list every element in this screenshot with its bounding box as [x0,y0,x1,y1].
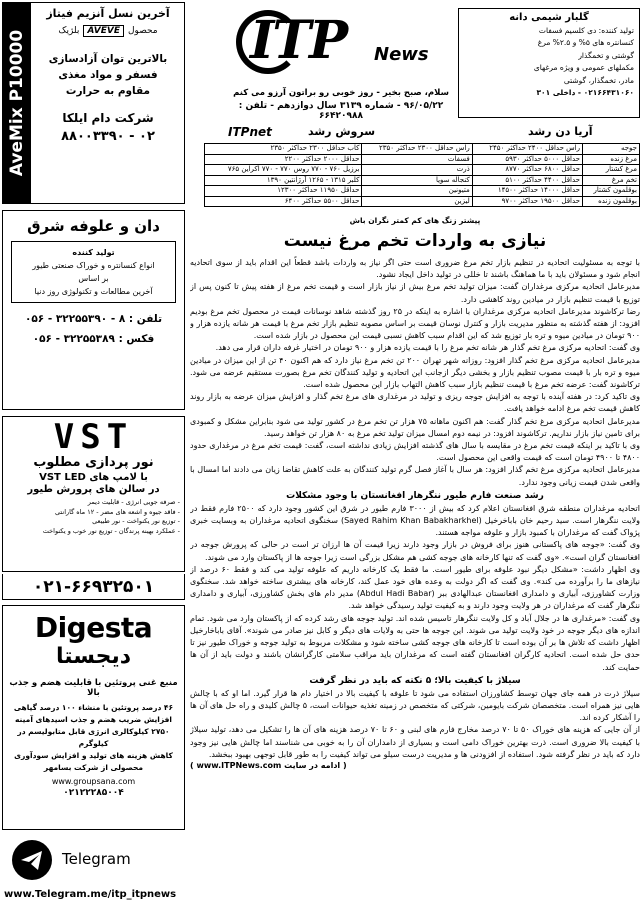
vst-feature: - توزیع نور یکنواخت - نور طبیعی [92,517,180,525]
article-paragraph: از آن جایی که هزینه های خوراک ۵۰ تا ۷۰ درصد مخارج فارم های لبنی و ۶۰ تا ۷۰ درصد هزینه های آن ها را تشکیل می دهد، تولید سیلاژ با کیفیت بالا ضروری است. ذرت بهترین خوراک دامی است و بسیاری از دامداران آن را به خوبی می شناسند اما چالش هایی نیز وجود دارد که باید در نظر گرفته شود. استفاده از افزودنی ها و مدیریت درست سیلو می تواند کیفیت را به طور قابل توجهی بهبود ببخشد. [190,725,640,759]
table-cell: حداقل ۱۴۰۰۰ حداکثر ۱۴۵۰۰ [472,186,582,197]
table-cell: راس حداقل ۲۳۰۰ حداکثر ۲۳۵۰ [362,144,472,155]
article-paragraph: مدیرعامل اتحادیه مرکزی مرغداران گفت: میزان تولید تخم مرغ بیش از نیاز بازار است و قیمت تخم مرغ از هفته پیش تا کنون پس از توزیع با قیمت تنظیم بازار در میادین روند کاهشی دارد. [190,282,640,304]
itp-logo-block[interactable] [236,8,446,88]
table-cell: کلبر ۱۳۱۵ - ۱۲۶۵ آرژانتین ۱۳۹۰ [205,175,362,186]
digesta-feature: افزایش ضریب هضم و جذب اسیدهای آمینه [15,715,172,724]
article-paragraph: با توجه به مسئولیت اتحادیه در تنظیم بازار تخم مرغ ضروری است حتی اگر نیاز به واردات باشد قطعاً این اقدام باید از سوی اتحادیه انجام شود و مسئولان باید با ما هماهنگ باشند تا خللی در تولید داخل ایجاد نشود. [190,258,640,280]
telegram-block[interactable] [2,834,185,886]
articles [190,216,640,910]
article-paragraph: رضا ترکاشوند مدیرعامل اتحادیه مرکزی مرغداران با اشاره به اینکه در ۲۵ روز گذشته شاهد نوسانات قیمت در محصول تخم مرغ بودیم افزود: از هفته گذشته به منظور مدیریت بازار و کنترل نوسان قیمت بر اساس مصوبه تنظیم بازار تخم مرغ با قیمت هر شانه یازده هزار و ۹۰۰ تومان در میادین میوه و تره بار توزیع شد که این اقدام سبب کاهش نسبی قیمت این محصول در بازار شده است. [190,306,640,341]
telegram-icon [12,840,52,880]
table-cell: کنجاله سویا [362,175,472,186]
table-cell: ذرت [362,165,472,176]
article-headline[interactable]: نیازی به واردات تخم مرغ نیست [283,231,547,251]
golbar-line: کنسانتره های ۵% و ۲.۵% مرغ [537,38,634,47]
table-row [205,175,640,186]
table-row [205,154,640,165]
avemix-headline: آخرین نسل آنزیم فیتاز [46,7,170,20]
ads-column [2,2,185,908]
vst-phone-bar[interactable] [2,574,185,600]
vst-feature: - صرفه جویی انرژی - قابلیت دیمر [87,498,180,506]
telegram-url[interactable]: www.Telegram.me/itp_itpnews [4,889,177,900]
vst-feature: - عملکرد بهینه پرندگان - توزیع نور خوب و یکنواخت [42,526,180,535]
vst-title: نور پردازی مطلوب [33,455,154,470]
table-cell: مرغ کشتار [583,165,640,176]
digesta-phone[interactable]: ۰۲۱۲۲۲۸۵۰۰۴ [63,788,124,798]
article-paragraph: وی اظهار داشت: «مشکل دیگر نبود علوفه برای طیور است. ما فقط یک کارخانه داریم که علوفه تولید می کند و فقط ۶۰ درصد از نیازهای ما را برآورده می کند». وی گفت که اگر دولت به وعده های خود عمل کند، کارخانه های بیشتری ساخته خواهد شد. سخنگوی وزارت کشاورزی، آبیاری و دامداری افغانستان عبدالهادی ببر (Abdul Hadi Babar) مدیر دام های بخش کشاورزی، آبیاری و دامداری ننگرهار گفت که مرغداران در هر ولایت وجود دارند و به کیفیت تولید رسیدگی خواهد شد. [190,564,640,611]
table-cell: حداقل ۵۵۰۰ حداکثر ۶۴۰۰ [205,196,362,207]
table-cell: فسفات [362,154,472,165]
itp-logo-news: News [374,44,429,65]
article-body [190,503,640,674]
table-cell: راس حداقل ۲۴۰۰ حداکثر ۲۴۵۰ [472,144,582,155]
avemix-brand-prefix: محصول [128,26,158,36]
article-paragraph: وی گفت: اتحادیه مرکزی مرغ تخم گذار هر شانه تخم مرغ را با قیمت یازده هزار و ۹۰۰ تومان در اختیار غرفه داران قرار می دهد. [215,343,640,353]
sponsor-soroush[interactable]: سروش رشد [308,125,376,138]
daneh-title: دان و علوفه شرق [27,217,160,235]
table-cell: مرغ زنده [583,154,640,165]
digesta-feature: ۴۶ درصد پروتئین با منشاء ۱۰۰ درصد گیاهی [13,703,174,712]
read-more [190,761,640,770]
golbar-line: تولید کننده: دی کلسیم فسفات [538,25,634,35]
aveve-logo: AVEVE [83,25,124,37]
table-cell: تخم مرغ [583,175,640,186]
table-cell: لیزین [362,196,472,207]
golbar-phone[interactable]: ۰۲۱۶۶۴۳۱۰۶۰ - داخلی ۳۰۱ [536,88,634,97]
read-more-suffix: ) [190,760,194,770]
table-cell: حداقل ۴۴۰۰ حداکثر ۵۱۰۰ [472,175,582,186]
ad-digesta[interactable] [2,605,185,830]
article-body [190,688,640,761]
digesta-feature: ۲۷۵۰ کیلوکالری انرژی قابل متابولیسم در کیلوگرم [17,727,170,748]
article-paragraph: سیلاژ ذرت در همه جای جهان توسط کشاورزان استفاده می شود تا علوفه با کیفیت بالا در اختیار دام ها قرار گیرد. اما او که با چالش هایی نیز همراه است. متخصصان شرکت بایومین، شرکتی که متخصص در زمینه تغذیه حیوانات است، ۵ چالش کلیدی و راه حل های آن ها را آشکار کرده اند. [190,688,640,723]
avemix-product-name: AveMix P10000 [7,29,27,177]
daily-greeting: سلام، صبح بخیر - روز خوبی رو براتون آرزو می کنم [233,88,449,98]
golbar-ad-box[interactable] [458,8,640,118]
sponsor-strip [200,124,642,142]
avemix-benefit-3: مقاوم به حرارت [65,85,151,97]
digesta-tagline: منبع غنی پروتئین با قابلیت هضم و جذب بالا [9,678,178,698]
vst-line-2: در سالن های پرورش طیور [27,484,160,495]
table-cell: برزیل ۷۶۰ - ۷۷۰ روس ۷۷۰ - ۷۷۰ اکراین ۷۶۵ [205,165,362,176]
avemix-phone[interactable]: ۰۲ - ۸۸۰۰۳۳۹۰ [61,129,155,144]
itp-logo: ITP [250,10,347,71]
avemix-company: شرکت دام ایلکا [62,111,154,125]
issue-info: ۹۶/۰۵/۲۲ - شماره ۳۱۳۹ سال دوازدهم - تلفن : ۶۶۴۲۰۹۸۸ [238,101,444,121]
table-row [205,144,640,155]
golbar-line: مادر، تخمگذار، گوشتی [563,75,634,85]
price-table [204,143,640,207]
article-paragraph: مدیرعامل اتحادیه مرکزی مرغ تخم گذار گفت: هم اکنون ماهانه ۷۵ هزار تن تخم مرغ در کشور تولید می شود بنابراین مشکل و کمبودی برای تامین نیاز بازار نداریم. ترکاشوند افزود: در نیمه دوم امسال میزان تولید تخم مرغ به ۸۰ هزار تن خواهد رسید. [190,416,640,438]
article-paragraph: وی گفت: «مرغداری ها در جلال آباد و کل ولایت ننگرهار تاسیس شده اند. تولید جوجه های رشد کرده که از پاکستان وارد می شود. تمام اندازه های دیگر جوجه در خود ولایت تولید می شوند. این جوجه ها حتی به ولایات های دیگر و کابل نیز صادر می شوند». آقای باباخارخیل اظهار داشت که تلاش ها بر آن بوده است تا کارخانه های جوجه کشی ساخته شود و مشکلات مربوط به تولید جوجه و خوراک طیور نیز تا حدی حل شده است. اتحادیه کارگران افغانستان گفته است که مرغداران باید مراقب سلامتی کارگرانشان باشند و دولت باید از آن ها حمایت کند. [190,613,640,672]
vst-phone[interactable]: ۰۲۱-۶۶۹۳۲۵۰۱ [32,577,155,597]
avemix-benefit-1: بالاترین توان آزادسازی [48,53,168,65]
golbar-title: گلبار شیمی دانه [509,12,589,23]
vst-logo: VST [53,417,134,457]
table-cell: جوجه [583,144,640,155]
avemix-brand-suffix: بلژیک [58,26,80,36]
article-paragraph: اتحادیه مرغداران منطقه شرق افغانستان اعلام کرد که بیش از ۳۰۰۰ فارم طیور در شرق این کشور وجود دارد که ۲۵۰۰ فارم فقط در ولایت ننگرهار است. سید رحیم خان باباخرخیل (Sayed Rahim Khan Babakharkhel) سخنگوی اتحادیه مرغداران به وبسایت خبری پژواک گفت که مرغداران با کمبود بازار و علوفه مواجه هستند. [190,503,640,538]
digesta-logo: Digesta [34,611,153,644]
article-paragraph: مدیرعامل اتحادیه مرکزی مرغ تخم گذار افزود: هر سال با آغاز فصل گرم تولید کنندگان به علت کاهش تقاضا زیان می دادند اما امسال با واقعی شدن قیمت زیانی وجود ندارد. [190,465,640,487]
golbar-line: مکملهای عمومی و ویژه مرغهای [533,63,634,72]
table-cell: حداقل ۵۰۰۰ حداکثر ۵۹۳۰ [472,154,582,165]
golbar-line: گوشتی و تخمگذار [578,50,634,60]
daneh-line-1: تولید کننده [72,248,115,257]
table-cell: بوقلمون زنده [583,196,640,207]
article-paragraph: وی با تاکید بر اینکه قیمت تخم مرغ در مقایسه با سال های گذشته افزایش زیادی نداشته است، گفت: قیمت تخم مرغ در مرغداری حدود ۴۸۰۰ تا ۴۹۰۰ تومان است که قیمت واقعی این محصول است. [190,441,640,463]
read-more-link[interactable]: www.ITPNews.com [196,760,282,770]
vst-line-1: با لامپ های VST LED [39,472,148,483]
table-cell: حداقل ۱۹۵۰۰ حداکثر ۹۷۰۰ [472,196,582,207]
article-body [190,257,640,489]
read-more-prefix: ( ادامه در سایت [284,760,347,770]
vst-feature: - فاقد جیوه و اشعه های مضر - ۱۲ ماه گارانتی [55,507,180,516]
digesta-feature: کاهش هزینه های تولید و افزایش سودآوری [14,751,173,760]
article-kicker: پیشتر زنگ های کم کمتر نگران باش [349,216,481,225]
table-row [205,186,640,197]
article-subheading[interactable]: رشد صنعت فارم طیور ننگرهار افغانستان با وجود مشکلات [286,490,544,501]
digesta-website[interactable]: www.groupsana.com [51,777,136,786]
ad-daneh-sharq[interactable] [2,210,185,410]
table-cell: حداقل ۶۸۰۰ حداکثر ۸۷۷۰ [472,165,582,176]
avemix-vertical-banner [3,3,31,203]
table-cell: کاب حداقل ۲۳۰۰ حداکثر ۲۳۵۰ [205,144,362,155]
article-paragraph: وی گفت: «جوجه های پاکستانی هنوز برای فروش در بازار وجود دارند زیرا قیمت آن ها ارزان تر است در حالی که پرورش جوجه در افغانستان گران است». «وی گفت که تنها کارخانه های جوجه کشی هم مشکل بزرگی است زیرا جوجه ها از پاکستان وارد می شوند. [190,540,640,562]
digesta-feature: محصولی از شرکت بسامهر [43,763,144,772]
telegram-label: Telegram [62,850,131,868]
table-row [205,196,640,207]
ad-vst-led[interactable] [2,416,185,572]
daneh-tel[interactable]: تلفن : ۸ - ۳۲۲۵۵۳۹۰ - ۰۵۶ [24,313,163,325]
daneh-line-3: بر اساس [78,274,109,283]
table-cell: متیونین [362,186,472,197]
sponsor-aria[interactable]: آریا دن رشد [528,125,593,138]
daneh-line-4: آخرین مطالعات و تکنولوژی روز دنیا [34,287,153,296]
table-cell: حداقل ۲۰۰۰ حداکثر ۲۲۰۰ [205,154,362,165]
masthead [190,4,642,124]
article-subheading[interactable]: سیلاژ با کیفیت بالا؛ ۵ نکته که باید در نظر گرفت [309,675,521,686]
digesta-logo-fa: دیجستا [55,644,132,669]
table-cell: حداقل ۱۱۹۵۰ حداکثر ۱۲۳۰۰ [205,186,362,197]
daneh-line-2: انواع کنسانتره و خوراک صنعتی طیور [32,261,155,270]
avemix-benefit-2: فسفر و مواد مغذی [58,69,158,81]
sponsor-itpnet[interactable]: ITPnet [228,125,272,139]
article-paragraph: مدیرعامل اتحادیه مرکزی مرغ تخم گذار افزود: روزانه شهر تهران ۲۰۰ تن تخم مرغ نیاز دارد که هم اکنون ۴۰ تن از این میزان در میادین میوه و تره بار با قیمت مصوب تنظیم بازار و بخشی دیگر ازجانب این اتحادیه و تولید کنندگان تخم مرغ بصورت مستقیم عرضه می شود. ترکاشوند گفت: عرضه تخم مرغ با قیمت تنظیم بازار سبب کاهش التهاب بازار این محصول شده است. [190,355,640,390]
table-row [205,165,640,176]
article-paragraph: وی تاکید کرد: در هفته آینده با توجه به افزایش جوجه ریزی و تولید در مرغداری های مرغ تخم گذار و افزایش میزان عرضه به بازار روند کاهش قیمت تخم مرغ ادامه خواهد یافت. [190,392,640,414]
daneh-fax[interactable]: فکس : ۳۲۲۵۵۳۸۹ - ۰۵۶ [32,333,155,345]
ad-avemix[interactable] [2,2,185,204]
table-cell: بوقلمون کشتار [583,186,640,197]
daneh-info-box [11,241,176,303]
